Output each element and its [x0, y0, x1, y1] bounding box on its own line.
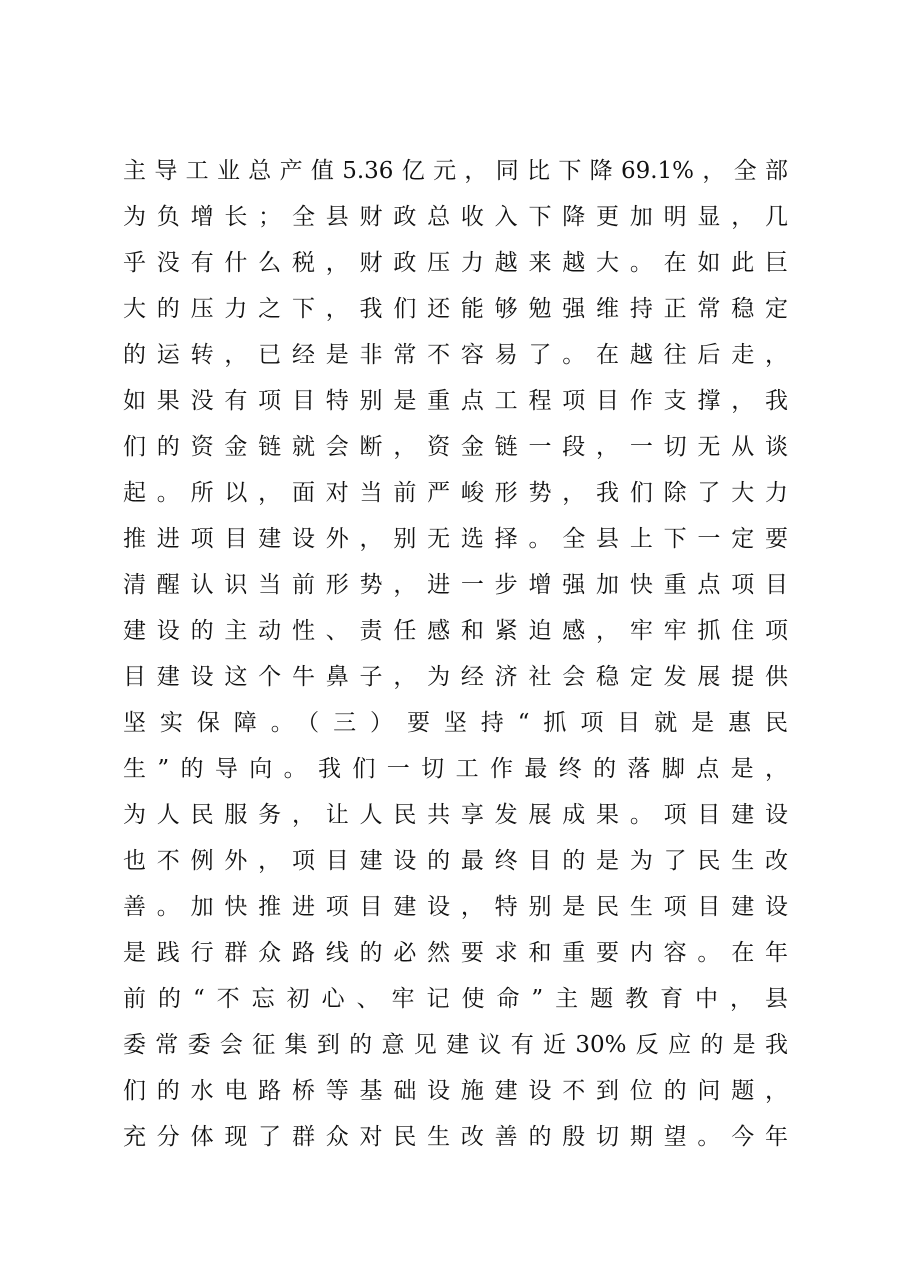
- text-line: 目建设这个牛鼻子，为经济社会稳定发展提供: [123, 664, 788, 690]
- text-line: 建设的主动性、责任感和紧迫感，牢牢抓住项: [123, 618, 788, 644]
- body-paragraph: [123, 148, 788, 1160]
- text-line: 生”的导向。我们一切工作最终的落脚点是，: [123, 756, 788, 782]
- text-line: 主导工业总产值5.36亿元，同比下降69.1%，全部: [123, 158, 788, 184]
- text-line: 乎没有什么税，财政压力越来越大。在如此巨: [123, 250, 788, 276]
- text-line: 的运转，已经是非常不容易了。在越往后走，: [123, 342, 788, 368]
- text-line: 充分体现了群众对民生改善的殷切期望。今年: [123, 1124, 788, 1150]
- text-line: 也不例外，项目建设的最终目的是为了民生改: [123, 848, 788, 874]
- text-line: 们的水电路桥等基础设施建设不到位的问题，: [123, 1078, 788, 1104]
- text-line: 为人民服务，让人民共享发展成果。项目建设: [123, 802, 788, 828]
- text-line: 清醒认识当前形势，进一步增强加快重点项目: [123, 572, 788, 598]
- text-line: 们的资金链就会断，资金链一段，一切无从谈: [123, 434, 788, 460]
- text-line: 大的压力之下，我们还能够勉强维持正常稳定: [123, 296, 788, 322]
- text-line: 前的“不忘初心、牢记使命”主题教育中，县: [123, 986, 788, 1012]
- text-line: 善。加快推进项目建设，特别是民生项目建设: [123, 894, 788, 920]
- text-line: 坚实保障。（三）要坚持“抓项目就是惠民: [123, 710, 788, 736]
- text-line: 是践行群众路线的必然要求和重要内容。在年: [123, 940, 788, 966]
- text-line: 委常委会征集到的意见建议有近30%反应的是我: [123, 1032, 788, 1058]
- text-line: 起。所以，面对当前严峻形势，我们除了大力: [123, 480, 788, 506]
- text-line: 为负增长；全县财政总收入下降更加明显，几: [123, 204, 788, 230]
- text-line: 推进项目建设外，别无选择。全县上下一定要: [123, 526, 788, 552]
- text-line: 如果没有项目特别是重点工程项目作支撑，我: [123, 388, 788, 414]
